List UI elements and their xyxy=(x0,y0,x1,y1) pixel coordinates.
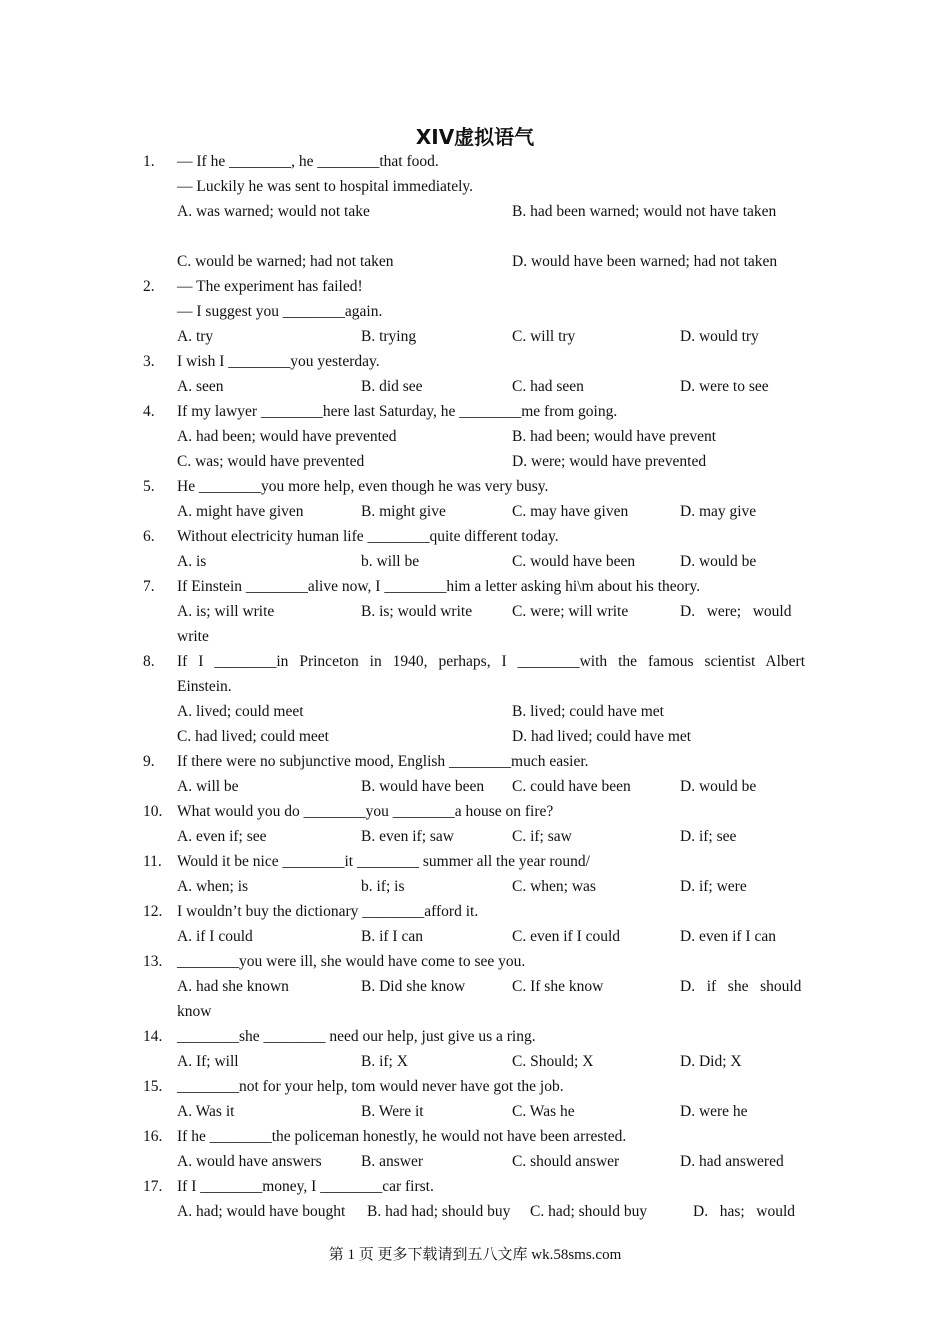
option: A. had; would have bought xyxy=(177,1203,346,1220)
option: D. would be xyxy=(680,553,757,570)
option: A. try xyxy=(177,328,214,345)
option: A. is xyxy=(177,553,207,570)
option: D. would have been warned; had not taken xyxy=(512,253,778,270)
option: C. had lived; could meet xyxy=(177,728,329,745)
question-number: 6. xyxy=(143,528,155,545)
question-stem: I wouldn’t buy the dictionary ________afford it. xyxy=(177,903,479,920)
option: A. might have given xyxy=(177,503,304,520)
question-stem: — I suggest you ________again. xyxy=(177,303,383,320)
option: C. would be warned; had not taken xyxy=(177,253,394,270)
question-stem: If he ________the policeman honestly, he would not have been arrested. xyxy=(177,1128,627,1145)
option: C. had seen xyxy=(512,378,584,395)
option: A. lived; could meet xyxy=(177,703,304,720)
option: D. would try xyxy=(680,328,759,345)
option: C. if; saw xyxy=(512,828,572,845)
question-stem: He ________you more help, even though he was very busy. xyxy=(177,478,549,495)
option: C. was; would have prevented xyxy=(177,453,365,470)
question-stem: If I ________in Princeton in 1940, perhaps, I ________with the famous scientist Albert xyxy=(177,653,805,670)
page-title: XIV虚拟语气 xyxy=(415,125,535,149)
option: C. were; will write xyxy=(512,603,629,620)
question-stem: ________you were ill, she would have come to see you. xyxy=(177,953,526,970)
option: B. answer xyxy=(361,1153,423,1170)
option: B. Were it xyxy=(361,1103,424,1120)
question-stem: ________she ________ need our help, just give us a ring. xyxy=(177,1028,536,1045)
option: B. did see xyxy=(361,378,423,395)
option: B. Did she know xyxy=(361,978,466,995)
option: A. if I could xyxy=(177,928,253,945)
question-number: 8. xyxy=(143,653,155,670)
option: B. even if; saw xyxy=(361,828,454,845)
option: A. is; will write xyxy=(177,603,275,620)
option: A. even if; see xyxy=(177,828,267,845)
option: C. If she know xyxy=(512,978,604,995)
option: C. will try xyxy=(512,328,576,345)
option: D. if she should xyxy=(680,978,802,995)
option: B. is; would write xyxy=(361,603,473,620)
option: C. Should; X xyxy=(512,1053,594,1070)
question-stem: If my lawyer ________here last Saturday, he ________me from going. xyxy=(177,403,618,420)
option: D. had lived; could have met xyxy=(512,728,692,745)
question-stem: Would it be nice ________it ________ summer all the year round/ xyxy=(177,853,590,870)
question-stem: — The experiment has failed! xyxy=(177,278,363,295)
question-number: 12. xyxy=(143,903,163,920)
option: C. Was he xyxy=(512,1103,575,1120)
option: D. had answered xyxy=(680,1153,784,1170)
question-number: 7. xyxy=(143,578,155,595)
option: A. had been; would have prevented xyxy=(177,428,397,445)
option: D. may give xyxy=(680,503,757,520)
question-number: 15. xyxy=(143,1078,163,1095)
question-number: 9. xyxy=(143,753,155,770)
option: C. could have been xyxy=(512,778,631,795)
option: C. even if I could xyxy=(512,928,621,945)
option-continuation: know xyxy=(177,1003,212,1020)
question-stem: I wish I ________you yesterday. xyxy=(177,353,380,370)
option: B. had been warned; would not have taken xyxy=(512,203,777,220)
option: D. has; would xyxy=(693,1203,796,1220)
option: C. had; should buy xyxy=(530,1203,648,1220)
option: A. had she known xyxy=(177,978,289,995)
option: B. if I can xyxy=(361,928,423,945)
option: D. were he xyxy=(680,1103,748,1120)
option: B. trying xyxy=(361,328,417,345)
option: b. will be xyxy=(361,553,420,570)
question-number: 2. xyxy=(143,278,155,295)
option: C. should answer xyxy=(512,1153,620,1170)
question-stem: — If he ________, he ________that food. xyxy=(177,153,439,170)
option: b. if; is xyxy=(361,878,405,895)
question-number: 3. xyxy=(143,353,155,370)
question-number: 13. xyxy=(143,953,163,970)
question-number: 17. xyxy=(143,1178,163,1195)
option: D. were; would have prevented xyxy=(512,453,707,470)
option-continuation: write xyxy=(177,628,209,645)
question-number: 1. xyxy=(143,153,155,170)
question-number: 16. xyxy=(143,1128,163,1145)
question-stem: What would you do ________you ________a house on fire? xyxy=(177,803,554,820)
option: B. had had; should buy xyxy=(367,1203,511,1220)
option: D. were to see xyxy=(680,378,769,395)
option: D. Did; X xyxy=(680,1053,742,1070)
option: D. would be xyxy=(680,778,757,795)
option: B. if; X xyxy=(361,1053,408,1070)
question-number: 4. xyxy=(143,403,155,420)
option: D. were; would xyxy=(680,603,792,620)
option: B. lived; could have met xyxy=(512,703,664,720)
question-stem: — Luckily he was sent to hospital immediately. xyxy=(177,178,474,195)
question-stem: If Einstein ________alive now, I ________him a letter asking hi\m about his theory. xyxy=(177,578,701,595)
question-number: 11. xyxy=(143,853,162,870)
question-number: 14. xyxy=(143,1028,163,1045)
question-stem: Without electricity human life ________quite different today. xyxy=(177,528,559,545)
option: A. seen xyxy=(177,378,224,395)
question-stem: ________not for your help, tom would never have got the job. xyxy=(177,1078,564,1095)
option: A. will be xyxy=(177,778,239,795)
option: D. if; see xyxy=(680,828,737,845)
option: B. had been; would have prevent xyxy=(512,428,717,445)
option: A. would have answers xyxy=(177,1153,322,1170)
question-number: 5. xyxy=(143,478,155,495)
option: C. when; was xyxy=(512,878,596,895)
option: A. was warned; would not take xyxy=(177,203,370,220)
question-stem: If I ________money, I ________car first. xyxy=(177,1178,434,1195)
question-number: 10. xyxy=(143,803,163,820)
option: B. would have been xyxy=(361,778,485,795)
option: A. when; is xyxy=(177,878,249,895)
page-footer: 第 1 页 更多下载请到五八文库 wk.58sms.com xyxy=(328,1247,622,1263)
option: C. may have given xyxy=(512,503,629,520)
option: A. Was it xyxy=(177,1103,235,1120)
option: D. if; were xyxy=(680,878,747,895)
option: C. would have been xyxy=(512,553,636,570)
option: A. If; will xyxy=(177,1053,239,1070)
question-stem: If there were no subjunctive mood, English ________much easier. xyxy=(177,753,589,770)
question-stem: Einstein. xyxy=(177,678,232,695)
option: D. even if I can xyxy=(680,928,776,945)
option: B. might give xyxy=(361,503,446,520)
